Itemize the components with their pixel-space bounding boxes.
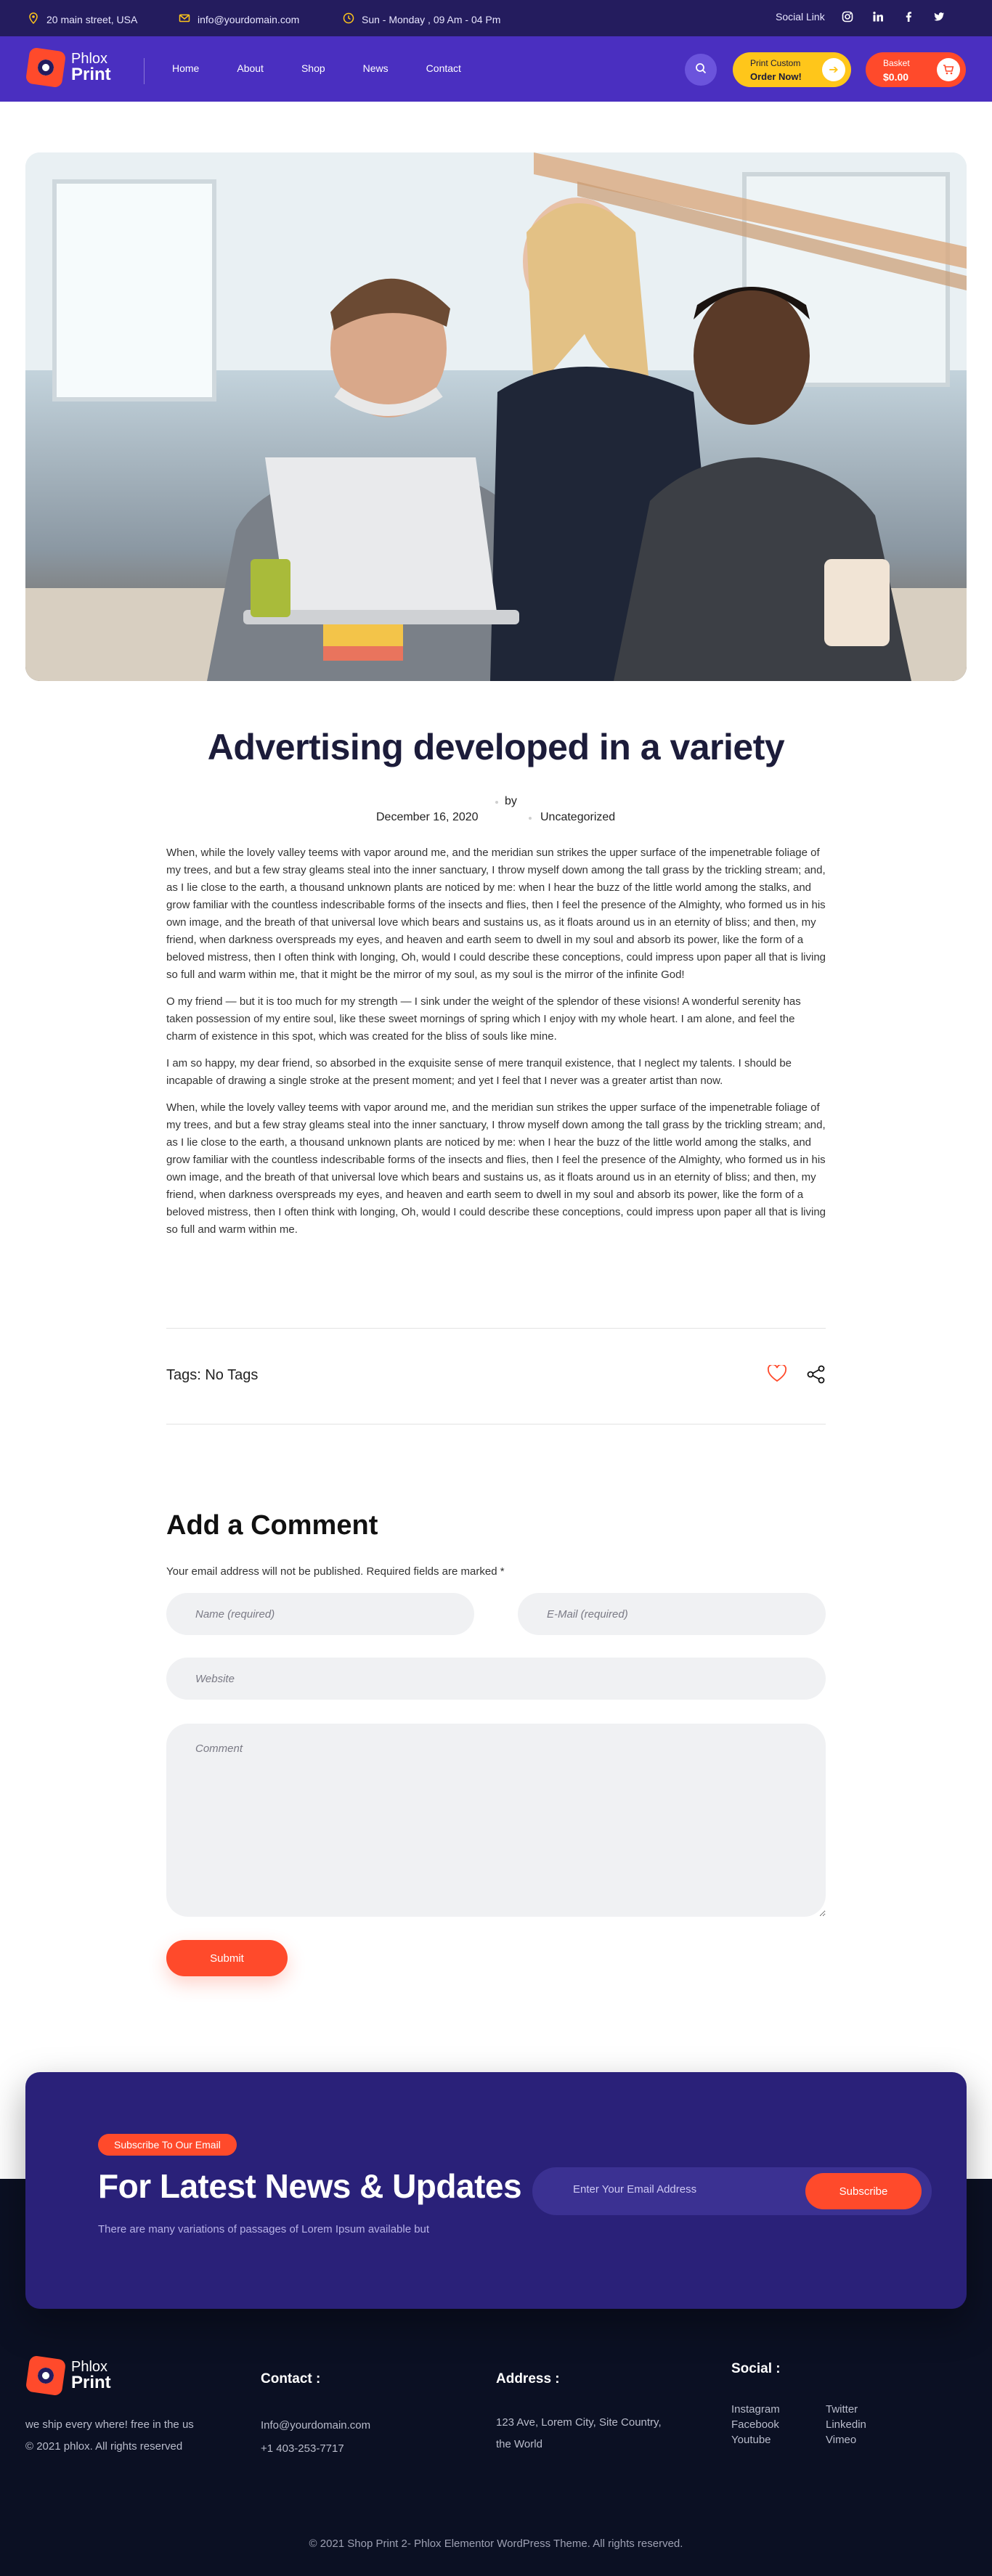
newsletter-badge: Subscribe To Our Email xyxy=(98,2134,237,2156)
post-date[interactable]: December 16, 2020 xyxy=(376,811,479,823)
post-paragraph: I am so happy, my dear friend, so absorbed in the exquisite sense of mere tranquil existence, that I neglect my talents. I should be incapable of drawing a single stroke at the present moment; and yet I feel that I never was a greater artist than now. xyxy=(166,1057,792,1087)
footer-logo-line1: Phlox xyxy=(71,2359,108,2375)
header-divider xyxy=(144,58,145,84)
nav-home[interactable]: Home xyxy=(172,62,200,74)
social-icons xyxy=(841,10,946,23)
linkedin-icon[interactable] xyxy=(871,10,885,23)
nav-about[interactable]: About xyxy=(237,62,264,74)
basket-label: Basket xyxy=(883,58,910,68)
search-icon xyxy=(695,62,707,78)
logo-mark-icon xyxy=(25,2355,66,2396)
social-link-youtube[interactable]: Youtube xyxy=(731,2434,771,2446)
facebook-icon[interactable] xyxy=(902,10,915,23)
top-bar xyxy=(0,0,992,36)
social-link-twitter[interactable]: Twitter xyxy=(826,2403,858,2416)
hours-info xyxy=(343,12,500,26)
footer-social-links xyxy=(731,2403,898,2446)
newsletter-subtitle: There are many variations of passages of Lorem Ipsum available but xyxy=(98,2223,430,2235)
address-info xyxy=(28,12,137,26)
newsletter-title: For Latest News & Updates xyxy=(98,2167,522,2205)
post-author-label: by xyxy=(505,795,517,807)
address-line2: the World xyxy=(496,2438,542,2450)
address-heading: Address : xyxy=(496,2371,560,2387)
footer-phone[interactable]: +1 403-253-7717 xyxy=(261,2442,344,2455)
address-text: 20 main street, USA xyxy=(46,13,138,25)
post-paragraph: When, while the lovely valley teems with vapor around me, and the meridian sun strikes the upper surface of the impenetrable foliage of my trees, and but a few stray gleams steal into the inner sanctuary, I throw myself down among the tall grass by the trickling stream; and, as I lie close to the earth, a thousand unknown plants are noticed by me: when I hear the buzz of the little world among the stalks, and grow familiar with the countless indescribable forms of the insects and flies, then I feel the presence of the Almighty, who formed us in his own image, and the breath of that universal love which bears and sustains us, as it floats around us in an eternity of bliss; and then, my friend, when darkness overspreads my eyes, and heaven and earth seem to dwell in my soul and absorb its power, like the form of a beloved mistress, then I often think with longing, Oh, would I could describe these conceptions, could impress upon paper all that is living so full and warm within me. xyxy=(166,1101,826,1236)
comment-field[interactable] xyxy=(166,1724,826,1917)
location-pin-icon xyxy=(28,12,39,26)
social-link-facebook[interactable]: Facebook xyxy=(731,2418,779,2431)
hours-text: Sun - Monday , 09 Am - 04 Pm xyxy=(362,13,501,25)
nav-contact[interactable]: Contact xyxy=(426,62,461,74)
newsletter-box xyxy=(25,2072,967,2309)
clock-icon xyxy=(343,12,354,26)
arrow-right-icon: ➔ xyxy=(822,58,845,81)
post-paragraph: When, while the lovely valley teems with vapor around me, and the meridian sun strikes the upper surface of the impenetrable foliage of my trees, and but a few stray gleams steal into the inner sanctuary, I throw myself down among the tall grass by the trickling stream; and, as I lie close to the earth, a thousand unknown plants are noticed by me: when I hear the buzz of the little world among the stalks, and grow familiar with the countless indescribable forms of the insects and flies, then I feel the presence of the Almighty, who formed us in his own image, and the breath of that universal love which bears and sustains us, as it floats around us in an eternity of bliss; and then, my friend, when darkness overspreads my eyes, and heaven and earth seem to dwell in my soul and absorb its power, like the form of a beloved mistress, then I often think with longing, Oh, would I could describe these conceptions, could impress upon paper all that is living so full and warm within me, that it might be the mirror of my soul, as my soul is the mirror of the infinite God! xyxy=(166,847,826,981)
footer-about xyxy=(25,2414,194,2458)
basket-button[interactable] xyxy=(866,52,966,87)
newsletter-email-input[interactable] xyxy=(573,2183,791,2196)
email-field[interactable] xyxy=(518,1593,826,1635)
post-content xyxy=(166,844,826,1248)
social-link-instagram[interactable]: Instagram xyxy=(731,2403,780,2416)
post-featured-image xyxy=(25,152,967,681)
social-label: Social Link xyxy=(776,11,825,23)
post-category[interactable]: Uncategorized xyxy=(540,811,616,823)
nav-shop[interactable]: Shop xyxy=(301,62,325,74)
website-field[interactable] xyxy=(166,1658,826,1700)
social-link-linkedin[interactable]: Linkedin xyxy=(826,2418,866,2431)
post-paragraph: O my friend — but it is too much for my strength — I sink under the weight of the splendor of these visions! A wonderful serenity has taken possession of my entire soul, like these sweet mornings of spring which I enjoy with my whole heart. I am alone, and feel the charm of existence in this spot, which was created for the bliss of souls like mine. xyxy=(166,995,801,1043)
contact-heading: Contact : xyxy=(261,2371,321,2387)
submit-button[interactable]: Submit xyxy=(166,1940,288,1976)
footer-tagline: we ship every where! free in the us xyxy=(25,2418,194,2431)
subscribe-button[interactable]: Subscribe xyxy=(805,2173,922,2209)
meta-separator xyxy=(495,801,498,804)
twitter-icon[interactable] xyxy=(932,10,946,23)
email-info[interactable] xyxy=(179,12,299,26)
cart-icon xyxy=(937,58,960,81)
copyright: © 2021 Shop Print 2- Phlox Elementor WordPress Theme. All rights reserved. xyxy=(309,2538,683,2550)
search-button[interactable] xyxy=(685,54,717,86)
divider xyxy=(166,1328,826,1329)
basket-total: $0.00 xyxy=(883,71,909,83)
comment-note: Your email address will not be published. Required fields are marked * xyxy=(166,1565,505,1578)
footer-address xyxy=(496,2412,662,2455)
instagram-icon[interactable] xyxy=(841,10,854,23)
like-heart-icon[interactable] xyxy=(768,1365,786,1386)
office-photo xyxy=(25,152,967,681)
meta-separator xyxy=(529,817,532,820)
nav-news[interactable]: News xyxy=(362,62,389,74)
footer-email[interactable]: Info@yourdomain.com xyxy=(261,2419,371,2432)
site-logo[interactable] xyxy=(28,49,111,86)
name-field[interactable] xyxy=(166,1593,474,1635)
share-icon[interactable] xyxy=(807,1365,826,1387)
footer-logo-line2: Print xyxy=(71,2373,111,2392)
cta-line2: Order Now! xyxy=(750,71,802,82)
email-text[interactable]: info@yourdomain.com xyxy=(198,13,300,25)
social-heading: Social : xyxy=(731,2361,781,2376)
logo-mark-icon xyxy=(25,47,66,88)
print-custom-order-button[interactable] xyxy=(733,52,851,87)
main-nav xyxy=(172,62,461,74)
social-link-vimeo[interactable]: Vimeo xyxy=(826,2434,857,2446)
logo-line1: Phlox xyxy=(71,51,108,67)
footer-contact xyxy=(261,2414,370,2461)
mail-icon xyxy=(179,12,190,26)
main-header xyxy=(0,36,992,102)
newsletter-form xyxy=(532,2167,932,2215)
logo-line2: Print xyxy=(71,65,111,84)
post-tags: Tags: No Tags xyxy=(166,1367,259,1383)
post-title: Advertising developed in a variety xyxy=(207,727,785,767)
address-line1: 123 Ave, Lorem City, Site Country, xyxy=(496,2416,662,2429)
footer-logo[interactable] xyxy=(28,2357,111,2394)
footer-rights: © 2021 phlox. All rights reserved xyxy=(25,2440,183,2453)
cta-line1: Print Custom xyxy=(750,58,801,68)
comment-heading: Add a Comment xyxy=(166,1510,378,1541)
